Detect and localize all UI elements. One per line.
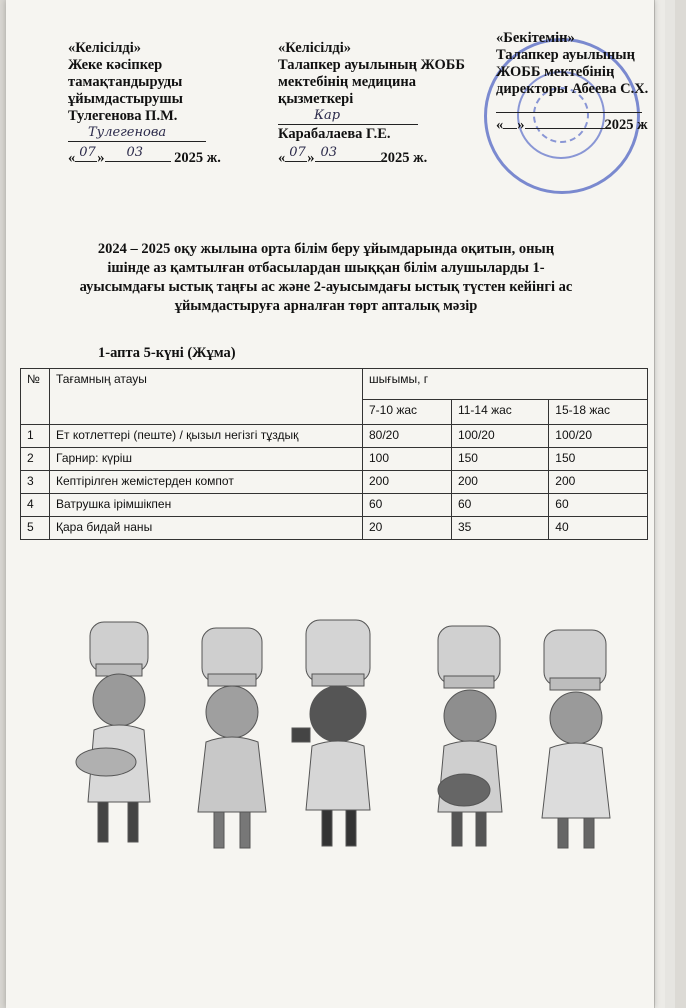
dish-name: Қара бидай наны (50, 517, 363, 540)
approval-block-medic (278, 40, 465, 167)
portion-15-18: 200 (549, 471, 648, 494)
header-number: № (21, 369, 50, 425)
approval-block-director (496, 30, 648, 134)
chef-kid-figure (198, 628, 266, 848)
age-group: 15-18 жас (549, 400, 648, 425)
portion-11-14: 60 (451, 494, 548, 517)
handwritten-signature: Тулегенова (88, 125, 167, 140)
approval-date: « 07 » 03 2025 ж. (68, 145, 221, 166)
approval-line: Тулегенова П.М. (68, 108, 178, 124)
date-day: 07 (79, 145, 96, 160)
approval-line: Талапкер ауылының (496, 47, 635, 63)
header-output: шығымы, г (363, 369, 648, 400)
table-row (21, 425, 648, 448)
paper-stack-edge (664, 0, 675, 1008)
dish-name: Кептірілген жемістерден компот (50, 471, 363, 494)
approval-line: мектебінің медицина (278, 74, 416, 90)
approval-line: Жеке кәсіпкер (68, 57, 163, 73)
portion-15-18: 100/20 (549, 425, 648, 448)
approval-date: « 07 » 03 2025 ж. (278, 145, 428, 166)
row-number: 4 (21, 494, 50, 517)
approval-line: директоры Абеева С.Х. (496, 81, 649, 97)
approval-line: Талапкер ауылының ЖОББ (278, 57, 465, 73)
approval-line: ЖОББ мектебінің (496, 64, 615, 80)
approval-line: тамақтандыруды (68, 74, 183, 90)
row-number: 2 (21, 448, 50, 471)
document-title: 2024 – 2025 оқу жылына орта білім беру ұйымдарында оқитын, оның ішінде аз қамтылған отбасылардан шыққан білім алушыларды 1-ауысымдағы ыстық таңғы ас және 2-ауысымдағы ыстық түстен кейінгі ас ұйымдастыруға арналған төрт апталық мәзір (79, 241, 573, 314)
date-year: 2025 ж. (380, 150, 428, 166)
chef-kid-figure (542, 630, 610, 848)
signature-line (496, 98, 642, 113)
date-month: 03 (320, 145, 338, 160)
paper-stack-edge (674, 0, 686, 1008)
age-group: 11-14 жас (451, 400, 548, 425)
chef-kids-illustration (66, 612, 626, 872)
date-day: 07 (289, 145, 306, 160)
portion-7-10: 20 (363, 517, 452, 540)
handwritten-signature: Кар (314, 108, 341, 123)
date-month: 03 (126, 145, 144, 160)
day-label: 1-апта 5-күні (Жұма) (98, 345, 236, 361)
approval-line: Карабалаева Г.Е. (278, 126, 391, 142)
signature-line (68, 125, 206, 142)
chef-kid-figure (76, 622, 150, 842)
row-number: 3 (21, 471, 50, 494)
approval-label: «Бекітемін» (496, 30, 575, 46)
portion-15-18: 150 (549, 448, 648, 471)
chef-kid-figure (292, 620, 370, 846)
portion-11-14: 200 (451, 471, 548, 494)
chef-kid-figure (438, 626, 502, 846)
table-row (21, 471, 648, 494)
approval-line: қызметкері (278, 91, 354, 107)
table-header-row (21, 369, 648, 400)
portion-7-10: 80/20 (363, 425, 452, 448)
paper-stack-edge (654, 0, 665, 1008)
portion-11-14: 150 (451, 448, 548, 471)
dish-name: Гарнир: күріш (50, 448, 363, 471)
approval-label: «Келісілді» (278, 40, 352, 56)
menu-table (20, 368, 648, 540)
approval-label: «Келісілді» (68, 40, 142, 56)
portion-7-10: 100 (363, 448, 452, 471)
signature-line (278, 108, 418, 125)
dish-name: Ватрушка ірімшікпен (50, 494, 363, 517)
header-dish-name: Тағамның атауы (50, 369, 363, 425)
approval-date: « » 2025 ж (496, 117, 648, 133)
portion-15-18: 40 (549, 517, 648, 540)
document-page (6, 0, 654, 1008)
table-row (21, 517, 648, 540)
row-number: 5 (21, 517, 50, 540)
table-row (21, 494, 648, 517)
table-row (21, 448, 648, 471)
portion-15-18: 60 (549, 494, 648, 517)
row-number: 1 (21, 425, 50, 448)
portion-7-10: 60 (363, 494, 452, 517)
portion-7-10: 200 (363, 471, 452, 494)
dish-name: Ет котлеттері (пеште) / қызыл негізгі тұздық (50, 425, 363, 448)
approval-line: ұйымдастырушы (68, 91, 183, 107)
date-year: 2025 ж. (174, 150, 221, 166)
date-year: 2025 ж (604, 117, 648, 133)
age-group: 7-10 жас (363, 400, 452, 425)
portion-11-14: 100/20 (451, 425, 548, 448)
portion-11-14: 35 (451, 517, 548, 540)
approval-block-entrepreneur (68, 40, 221, 167)
